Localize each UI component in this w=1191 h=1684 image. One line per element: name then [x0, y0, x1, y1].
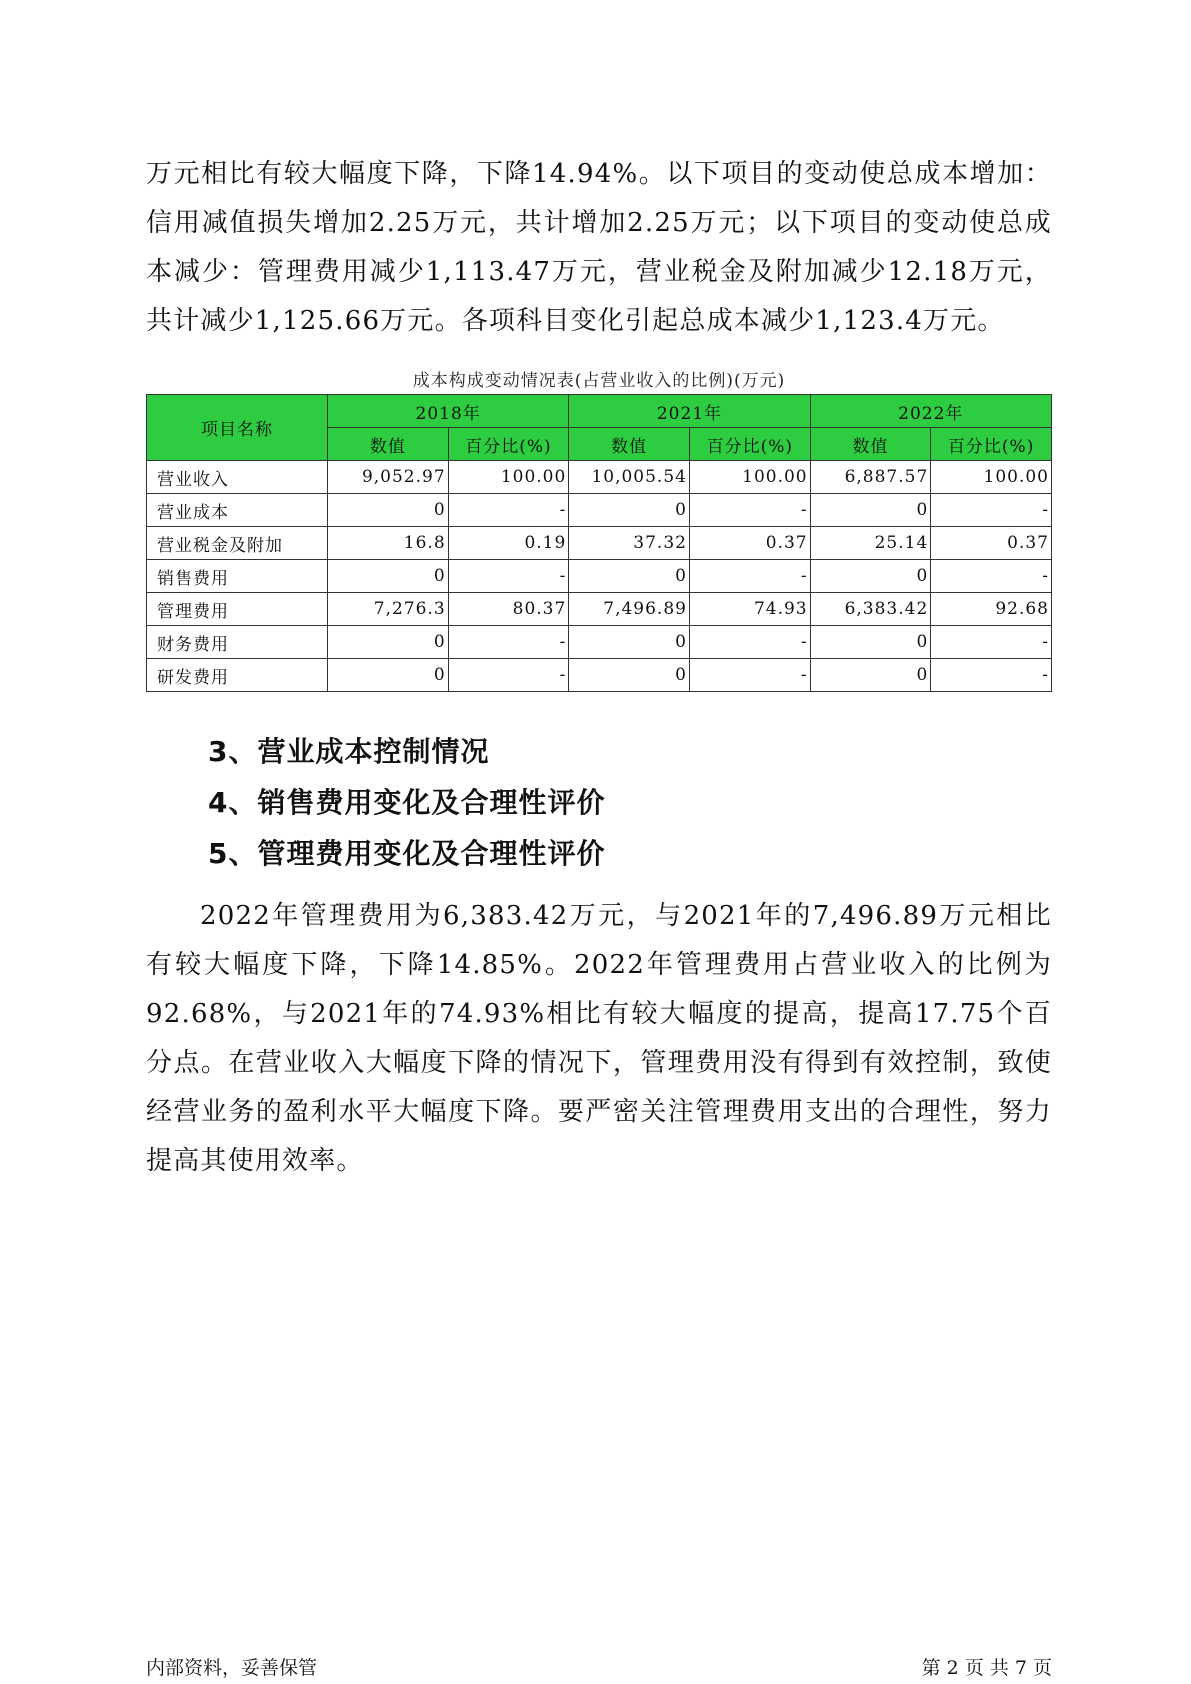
- percent-cell: 74.93: [689, 593, 810, 626]
- percent-cell: 92.68: [931, 593, 1052, 626]
- percent-cell: 0.37: [931, 527, 1052, 560]
- value-cell: 37.32: [569, 527, 690, 560]
- value-cell: 0: [810, 560, 931, 593]
- page-number: 第 2 页 共 7 页: [921, 1657, 1052, 1679]
- value-cell: 0: [569, 659, 690, 692]
- percent-cell: -: [931, 494, 1052, 527]
- value-cell: 0: [328, 560, 449, 593]
- percent-cell: -: [689, 626, 810, 659]
- percent-cell: -: [689, 659, 810, 692]
- percent-cell: -: [448, 659, 569, 692]
- row-label: 管理费用: [147, 593, 328, 626]
- value-cell: 0: [328, 494, 449, 527]
- section-heading-4: 4、销售费用变化及合理性评价: [208, 786, 606, 819]
- value-cell: 25.14: [810, 527, 931, 560]
- footer-confidential-note: 内部资料，妥善保管: [146, 1657, 318, 1679]
- intro-paragraph: 万元相比有较大幅度下降，下降14.94%。以下项目的变动使总成本增加：信用减值损失增加2.25万元，共计增加2.25万元；以下项目的变动使总成本减少：管理费用减少1,113.47万元，营业税金及附加减少12.18万元，共计减少1,125.66万元。各项科目变化引起总成本减少1,123.4万元。: [146, 159, 1052, 336]
- table-caption: 成本构成变动情况表(占营业收入的比例)(万元): [412, 371, 786, 391]
- percent-cell: 100.00: [448, 461, 569, 494]
- percent-cell: 100.00: [689, 461, 810, 494]
- year-header: 2018年: [328, 395, 569, 428]
- row-label: 财务费用: [147, 626, 328, 659]
- percent-header: 百分比(%): [931, 428, 1052, 461]
- percent-cell: -: [448, 626, 569, 659]
- row-label: 营业收入: [147, 461, 328, 494]
- percent-header: 百分比(%): [448, 428, 569, 461]
- section-heading-3: 3、营业成本控制情况: [208, 735, 490, 768]
- percent-cell: -: [448, 560, 569, 593]
- row-label: 营业税金及附加: [147, 527, 328, 560]
- percent-cell: -: [448, 494, 569, 527]
- value-cell: 0: [810, 494, 931, 527]
- mgmt-expense-paragraph: 2022年管理费用为6,383.42万元，与2021年的7,496.89万元相比有较大幅度下降，下降14.85%。2022年管理费用占营业收入的比例为92.68%，与2021年的74.93%相比有较大幅度的提高，提高17.75个百分点。在营业收入大幅度下降的情况下，管理费用没有得到有效控制，致使经营业务的盈利水平大幅度下降。要严密关注管理费用支出的合理性，努力提高其使用效率。: [146, 901, 1052, 1176]
- value-cell: 6,887.57: [810, 461, 931, 494]
- value-cell: 16.8: [328, 527, 449, 560]
- value-cell: 0: [328, 626, 449, 659]
- value-header: 数值: [569, 428, 690, 461]
- row-label: 研发费用: [147, 659, 328, 692]
- item-name-header: 项目名称: [147, 395, 328, 461]
- row-label: 销售费用: [147, 560, 328, 593]
- percent-cell: -: [689, 560, 810, 593]
- value-header: 数值: [328, 428, 449, 461]
- table-row: [147, 560, 1052, 593]
- percent-cell: -: [931, 659, 1052, 692]
- value-cell: 7,276.3: [328, 593, 449, 626]
- table-header-row: [147, 395, 1052, 428]
- table-row: [147, 461, 1052, 494]
- table-row: [147, 494, 1052, 527]
- row-label: 营业成本: [147, 494, 328, 527]
- percent-cell: 0.19: [448, 527, 569, 560]
- table-row: [147, 527, 1052, 560]
- value-cell: 0: [328, 659, 449, 692]
- percent-header: 百分比(%): [689, 428, 810, 461]
- value-cell: 0: [569, 560, 690, 593]
- cost-structure-table: [146, 394, 1052, 692]
- value-cell: 9,052.97: [328, 461, 449, 494]
- percent-cell: -: [931, 626, 1052, 659]
- percent-cell: 80.37: [448, 593, 569, 626]
- value-cell: 0: [810, 626, 931, 659]
- table-row: [147, 626, 1052, 659]
- value-cell: 6,383.42: [810, 593, 931, 626]
- value-cell: 7,496.89: [569, 593, 690, 626]
- section-heading-5: 5、管理费用变化及合理性评价: [208, 837, 606, 870]
- percent-cell: 100.00: [931, 461, 1052, 494]
- table-row: [147, 659, 1052, 692]
- table-row: [147, 593, 1052, 626]
- percent-cell: -: [689, 494, 810, 527]
- value-cell: 0: [569, 494, 690, 527]
- value-cell: 10,005.54: [569, 461, 690, 494]
- year-header: 2021年: [569, 395, 810, 428]
- value-cell: 0: [569, 626, 690, 659]
- percent-cell: -: [931, 560, 1052, 593]
- percent-cell: 0.37: [689, 527, 810, 560]
- year-header: 2022年: [810, 395, 1051, 428]
- value-cell: 0: [810, 659, 931, 692]
- value-header: 数值: [810, 428, 931, 461]
